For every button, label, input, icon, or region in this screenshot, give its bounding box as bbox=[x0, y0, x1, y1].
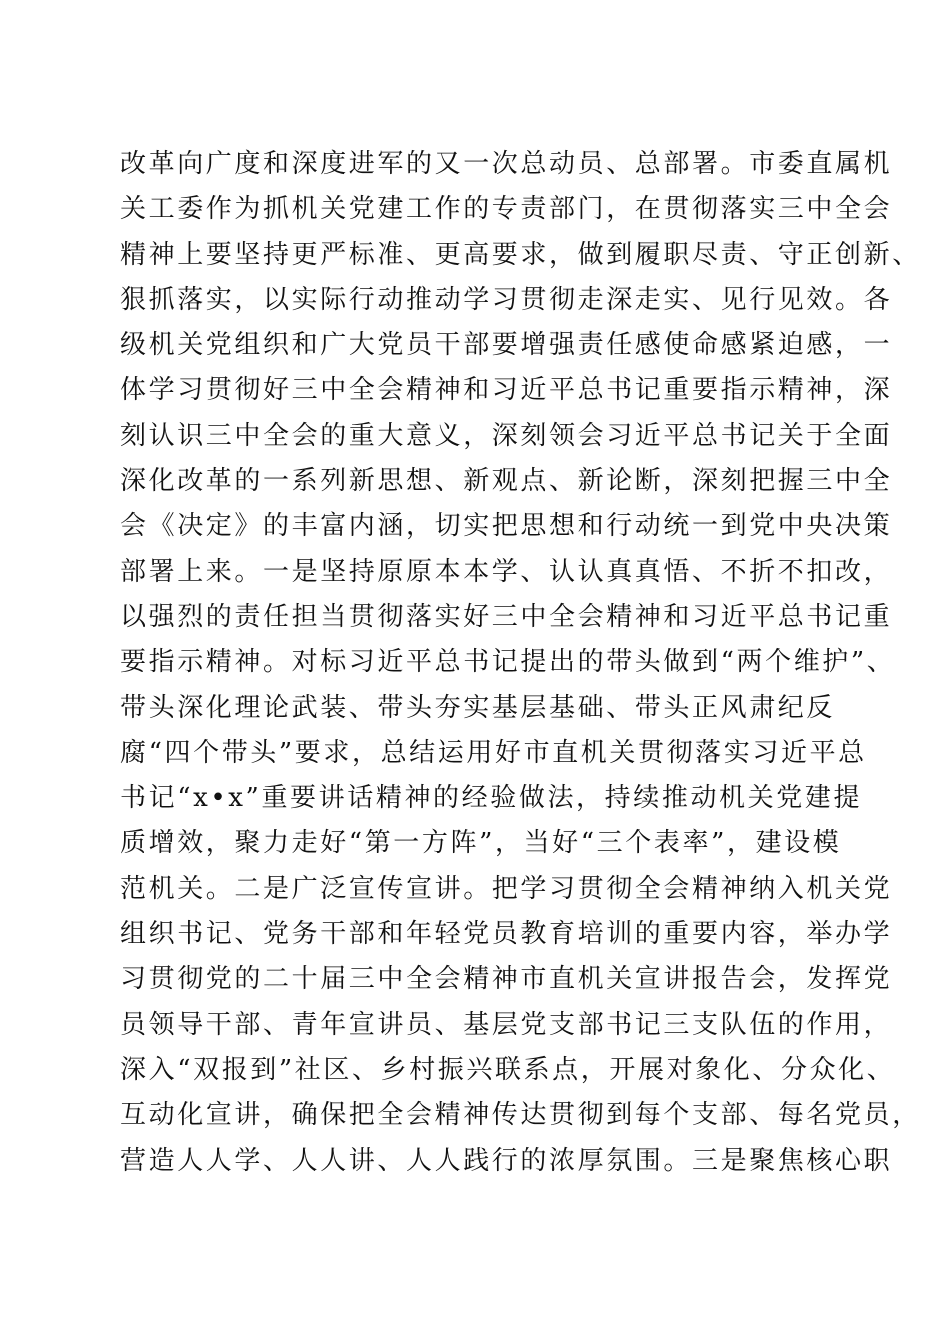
text-line: 腐“四个带头”要求，总结运用好市直机关贯彻落实习近平总 bbox=[120, 737, 867, 768]
text-line: 深化改革的一系列新思想、新观点、新论断，深刻把握三中全 bbox=[120, 466, 893, 497]
text-line: 会《决定》的丰富内涵，切实把思想和行动统一到党中央决策 bbox=[120, 511, 893, 542]
text-line: 深入“双报到”社区、乡村振兴联系点，开展对象化、分众化、 bbox=[120, 1054, 896, 1085]
text-line: 狠抓落实，以实际行动推动学习贯彻走深走实、见行见效。各 bbox=[120, 284, 893, 315]
text-line: 带头深化理论武装、带头夯实基层基础、带头正风肃纪反 bbox=[120, 692, 836, 723]
text-line: 精神上要坚持更严标准、更高要求，做到履职尽责、守正创新、 bbox=[120, 239, 921, 270]
text-line: 刻认识三中全会的重大意义，深刻领会习近平总书记关于全面 bbox=[120, 420, 893, 451]
text-line: 以强烈的责任担当贯彻落实好三中全会精神和习近平总书记重 bbox=[120, 601, 893, 632]
text-line: 部署上来。一是坚持原原本本学、认认真真悟、不折不扣改， bbox=[120, 556, 893, 587]
text-line: 习贯彻党的二十届三中全会精神市直机关宣讲报告会，发挥党 bbox=[120, 964, 893, 995]
text-line: 要指示精神。对标习近平总书记提出的带头做到“两个维护”、 bbox=[120, 647, 896, 678]
text-line: 级机关党组织和广大党员干部要增强责任感使命感紧迫感，一 bbox=[120, 330, 893, 361]
text-line: 改革向广度和深度进军的又一次总动员、总部署。市委直属机 bbox=[120, 149, 893, 179]
text-line: 组织书记、党务干部和年轻党员教育培训的重要内容，举办学 bbox=[120, 919, 893, 950]
text-line: 关工委作为抓机关党建工作的专责部门，在贯彻落实三中全会 bbox=[120, 194, 893, 225]
text-line: 营造人人学、人人讲、人人践行的浓厚氛围。三是聚焦核心职 bbox=[120, 1145, 893, 1176]
text-line: 体学习贯彻好三中全会精神和习近平总书记重要指示精神，深 bbox=[120, 375, 893, 406]
document-body bbox=[120, 142, 921, 1184]
text-line: 互动化宣讲，确保把全会精神传达贯彻到每个支部、每名党员， bbox=[120, 1100, 921, 1131]
text-line: 质增效，聚力走好“第一方阵”，当好“三个表率”，建设模 bbox=[120, 828, 842, 859]
text-line: 员领导干部、青年宣讲员、基层党支部书记三支队伍的作用， bbox=[120, 1009, 893, 1040]
text-line: 书记“x•x”重要讲话精神的经验做法，持续推动机关党建提 bbox=[120, 783, 863, 814]
text-line: 范机关。二是广泛宣传宣讲。把学习贯彻全会精神纳入机关党 bbox=[120, 873, 893, 904]
